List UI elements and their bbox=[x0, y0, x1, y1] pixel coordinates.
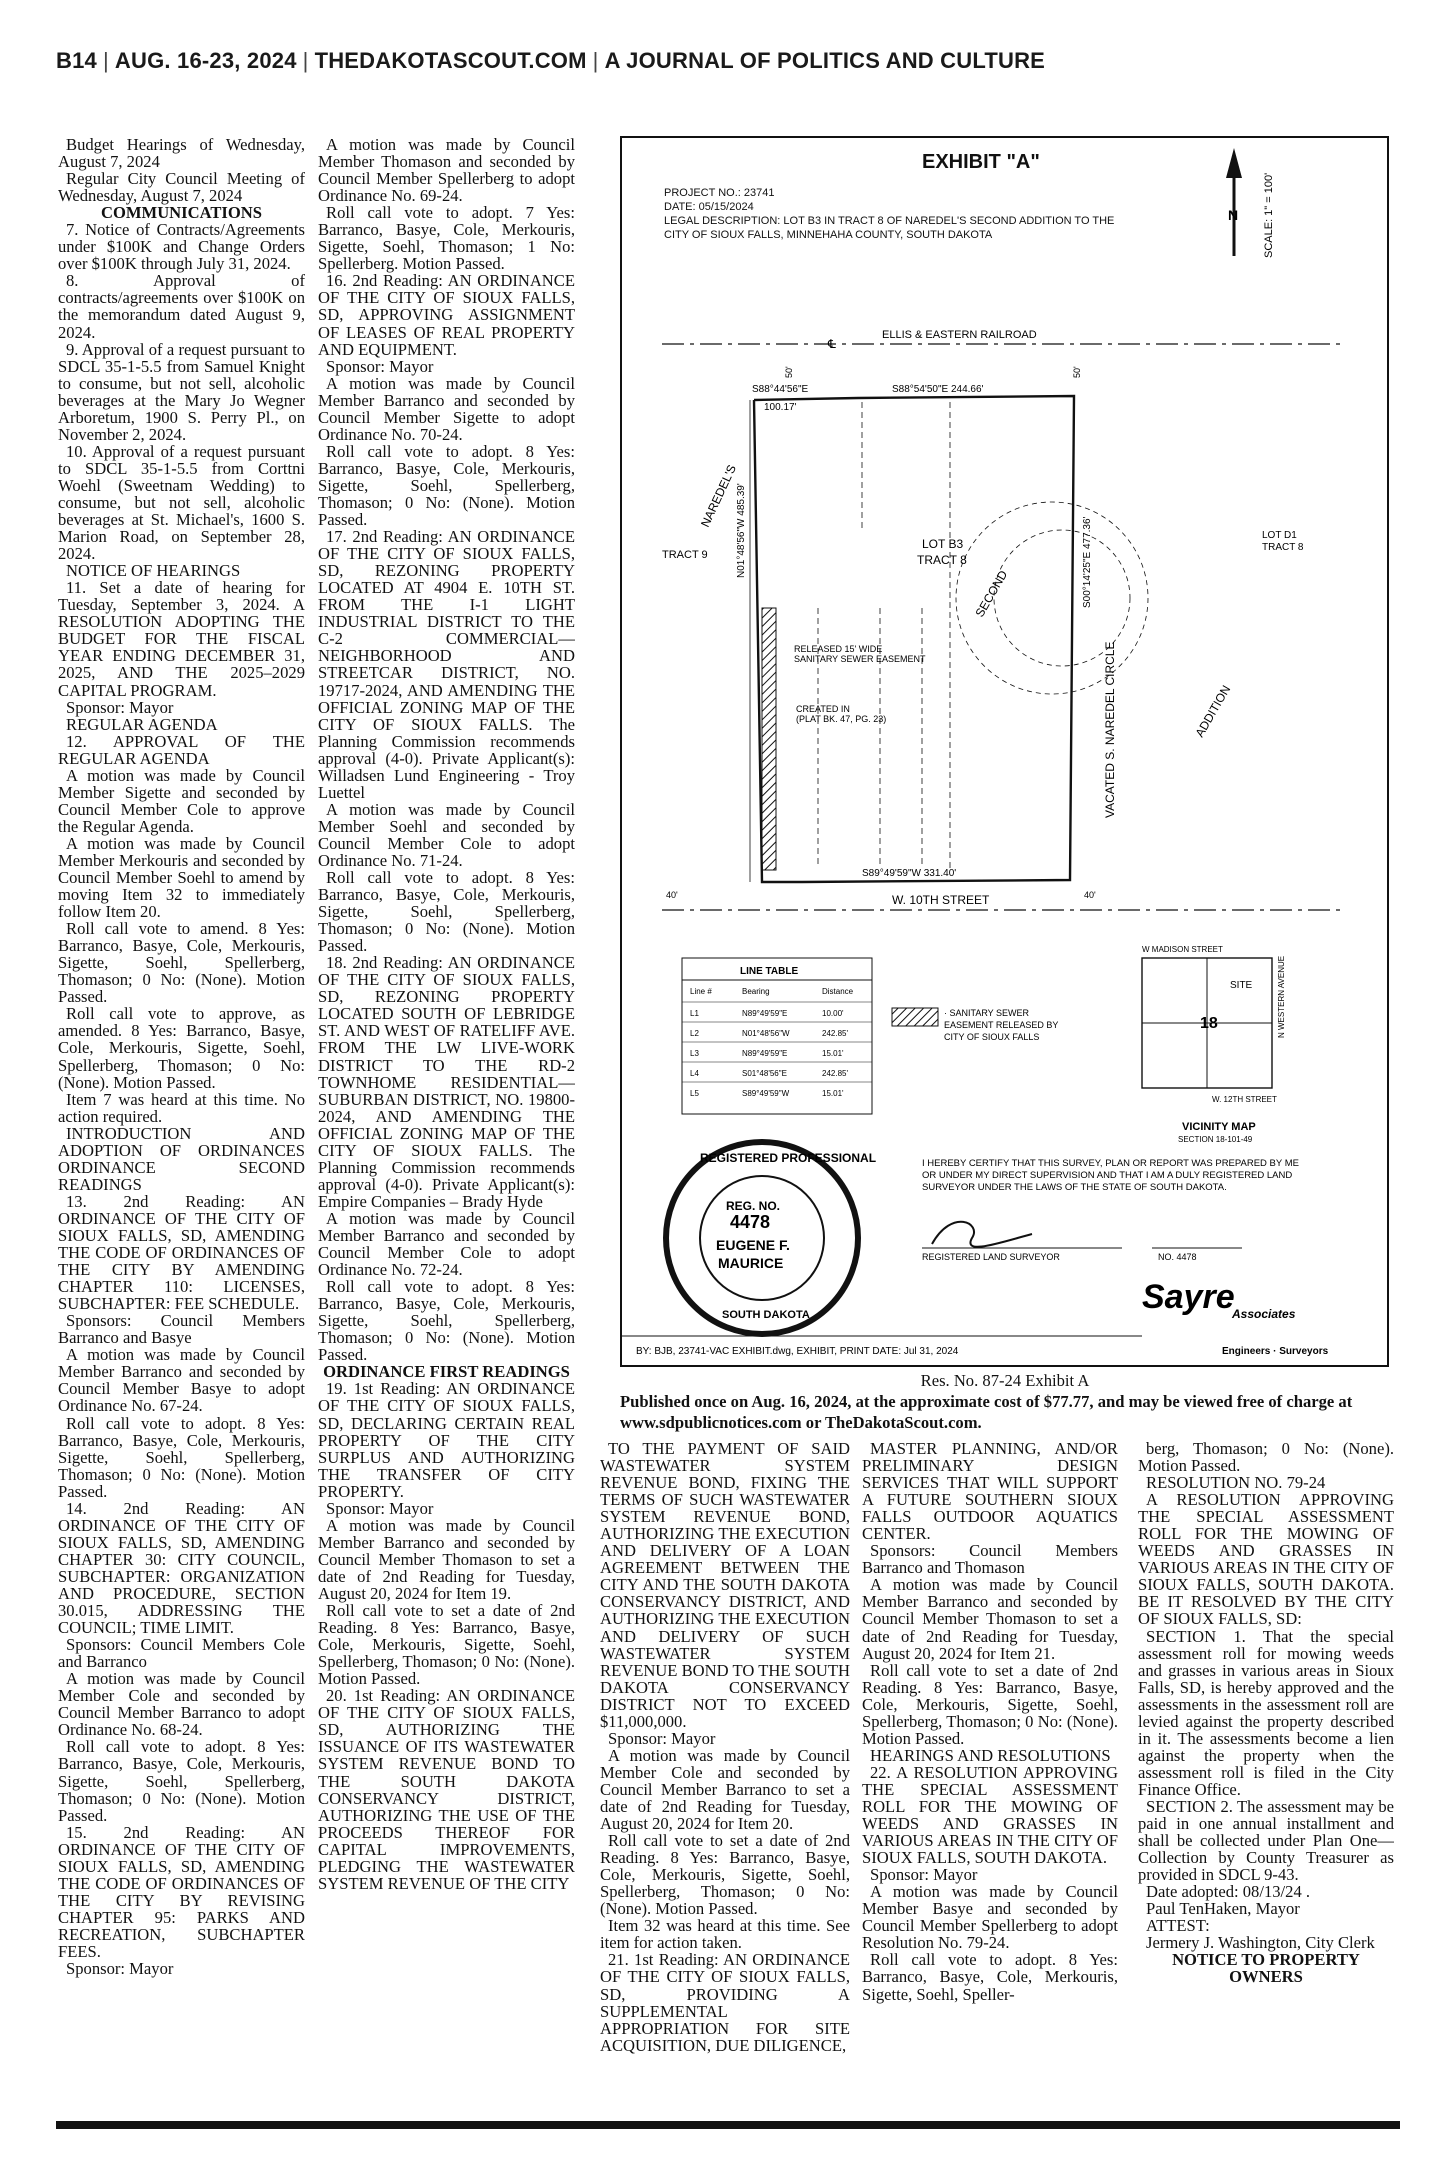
bottom-rule bbox=[56, 2121, 1400, 2129]
paragraph: 13. 2nd Reading: AN ORDINANCE OF THE CITY OF SIOUX FALLS, SD, AMENDING THE CODE OF ORDINANCES OF THE CITY BY AMENDING CHAPTER 110: LICENSES, SUBCHAPTER: FEE SCHEDULE. bbox=[58, 1191, 305, 1314]
legend-line-2: EASEMENT RELEASED BY bbox=[944, 1020, 1059, 1030]
svg-text:REG. NO.: REG. NO. bbox=[726, 1199, 781, 1213]
line-table-cell: L4 bbox=[690, 1069, 699, 1078]
paragraph: COMMUNICATIONS bbox=[100, 203, 263, 223]
north-arrow-icon bbox=[1226, 148, 1242, 256]
paragraph: A motion was made by Council Member Barranco and seconded by Council Member Thomason to set a date of 2nd Reading for Tuesday, August 20, 2024 for Item 19. bbox=[318, 1515, 575, 1603]
paragraph: Sponsor: Mayor bbox=[326, 356, 434, 376]
page-header: B14 | AUG. 16-23, 2024 | THEDAKOTASCOUT.COM | A JOURNAL OF POLITICS AND CULTURE bbox=[56, 48, 1046, 73]
signature bbox=[932, 1222, 1032, 1247]
line-table-cell: 15.01' bbox=[822, 1049, 844, 1058]
paragraph: A motion was made by Council Member Basye and seconded by Council Member Spellerberg to adopt Resolution No. 79-24. bbox=[862, 1882, 1118, 1953]
line-table-cell: N89°49'59"E bbox=[742, 1009, 788, 1018]
paragraph: 8. Approval of contracts/agreements over $100K on the memorandum dated August 9, 2024. bbox=[58, 271, 305, 342]
paragraph: NOTICE OF HEARINGS bbox=[66, 561, 241, 581]
svg-text:MAURICE: MAURICE bbox=[718, 1255, 784, 1271]
exhibit-notice bbox=[620, 1370, 1390, 1433]
line-table-cell: L5 bbox=[690, 1089, 699, 1098]
line-table-cell: 15.01' bbox=[822, 1089, 844, 1098]
site-name: THEDAKOTASCOUT.COM bbox=[314, 48, 587, 73]
svg-text:Sayre: Sayre bbox=[1142, 1278, 1235, 1316]
paragraph: Roll call vote to adopt. 8 Yes: Barranco, Basye, Cole, Merkouris, Sigette, Soehl, Spellerberg, Thomason; 0 No: (None). Motion Passed. bbox=[318, 441, 575, 530]
paragraph: Roll call vote to adopt. 8 Yes: Barranco, Basye, Cole, Merkouris, Sigette, Soehl, Spellerberg, Thomason; 0 No: (None). Motion Passed. bbox=[318, 868, 575, 956]
line-table-cell: N01°48'56"W bbox=[742, 1029, 790, 1038]
paragraph: A motion was made by Council Member Barranco and seconded by Council Member Thomason to set a date of 2nd Reading for Tuesday, August 20, 2024 for Item 21. bbox=[862, 1575, 1118, 1663]
bearing-right: S00°14'25"E 477.36' bbox=[1082, 516, 1093, 608]
line-table-header: Bearing bbox=[742, 987, 770, 996]
paragraph: Item 32 was heard at this time. See item for action taken. bbox=[600, 1916, 850, 1953]
paragraph: MASTER PLANNING, AND/OR PRELIMINARY DESIGN SERVICES THAT WILL SUPPORT A FUTURE SOUTHERN SIOUX FALLS OUTDOOR AQUATICS CENTER. bbox=[862, 1440, 1118, 1544]
bearing-left: N01°48'56"W 485.39' bbox=[736, 483, 747, 578]
paragraph: ATTEST: bbox=[1146, 1916, 1210, 1936]
paragraph: Roll call vote to adopt. 8 Yes: Barranco, Basye, Cole, Merkouris, Sigette, Soehl, Spellerberg, Thomason; 0 No: (None). Motion Passed. bbox=[58, 1737, 305, 1825]
line-table-header: Line # bbox=[690, 987, 712, 996]
publication-notice: Published once on Aug. 16, 2024, at the approximate cost of $77.77, and may be viewed free of charge at www.sdpublicnotices.com or TheDakotaScout.com. bbox=[620, 1392, 1353, 1432]
scale-label: SCALE: 1" = 100' bbox=[1263, 172, 1275, 258]
vicinity-map bbox=[1142, 945, 1286, 1144]
paragraph: 10. Approval of a request pursuant to SDCL 35-1-5.5 from Corttni Woehl (Sweetnam Wedding) to consume, but not sell, alcoholic beverages at St. Michael's, 1600 S. Marion Road, on September 28, 2024. bbox=[58, 441, 305, 564]
bearing-top-2: S88°54'50"E 244.66' bbox=[892, 384, 984, 395]
bearing-top-1: S88°44'56"E bbox=[752, 384, 809, 395]
svg-text:N WESTERN AVENUE: N WESTERN AVENUE bbox=[1277, 955, 1286, 1038]
paragraph: 15. 2nd Reading: AN ORDINANCE OF THE CITY OF SIOUX FALLS, SD, AMENDING THE CODE OF ORDINANCES OF THE CITY BY REVISING CHAPTER 95: PARKS AND RECREATION, SUBCHAPTER FEES. bbox=[58, 1822, 305, 1961]
paragraph: A motion was made by Council Member Cole and seconded by Council Member Barranco to adopt Ordinance No. 68-24. bbox=[58, 1669, 305, 1740]
line-table-cell: L3 bbox=[690, 1049, 699, 1058]
paragraph: ORDINANCE FIRST READINGS bbox=[323, 1362, 570, 1382]
exhibit-a-survey-drawing bbox=[620, 136, 1389, 1367]
line-table-cell: S01°48'56"E bbox=[742, 1069, 787, 1078]
paragraph: A motion was made by Council Member Thomason and seconded by Council Member Spellerberg to adopt Ordinance No. 69-24. bbox=[318, 136, 575, 206]
paragraph: A motion was made by Council Member Soehl and seconded by Council Member Cole to adopt Ordinance No. 71-24. bbox=[318, 799, 575, 870]
project-no: PROJECT NO.: 23741 bbox=[664, 187, 775, 199]
surveyor-seal bbox=[666, 1142, 876, 1334]
exhibit-caption: Res. No. 87-24 Exhibit A bbox=[920, 1371, 1090, 1390]
naredels-label: NAREDEL'S bbox=[698, 462, 740, 530]
column-3 bbox=[600, 1440, 850, 2118]
paragraph: Sponsor: Mayor bbox=[66, 697, 174, 717]
paragraph: A motion was made by Council Member Sigette and seconded by Council Member Cole to approve the Regular Agenda. bbox=[58, 765, 305, 836]
svg-text:SANITARY SEWER EASEMENT: SANITARY SEWER EASEMENT bbox=[794, 654, 926, 664]
paragraph: Sponsor: Mayor bbox=[608, 1728, 716, 1748]
svg-text:SECTION 18-101-49: SECTION 18-101-49 bbox=[1178, 1135, 1253, 1144]
line-table-cell: S89°49'59"W bbox=[742, 1089, 790, 1098]
tract-8-label: TRACT 8 bbox=[917, 553, 967, 567]
line-table-cell: 242.85' bbox=[822, 1029, 848, 1038]
paragraph: Budget Hearings of Wednesday, August 7, 2024 bbox=[58, 136, 305, 172]
svg-text:N: N bbox=[1228, 207, 1239, 223]
legend-line-1: · SANITARY SEWER bbox=[944, 1008, 1030, 1018]
paragraph: Sponsor: Mayor bbox=[66, 1959, 174, 1979]
paragraph: SECTION 2. The assessment may be paid in one annual installment and shall be collected under Plan One—Collection by County Treasurer as provided in SDCL 9-43. bbox=[1138, 1796, 1394, 1885]
column-4 bbox=[862, 1440, 1118, 2118]
parcel-boundary bbox=[754, 396, 1074, 882]
paragraph: 19. 1st Reading: AN ORDINANCE OF THE CITY OF SIOUX FALLS, SD, DECLARING CERTAIN REAL PROPERTY OF THE CITY SURPLUS AND AUTHORIZING THE TRANSFER OF CITY PROPERTY. bbox=[318, 1379, 575, 1501]
paragraph: HEARINGS AND RESOLUTIONS bbox=[870, 1745, 1111, 1765]
paragraph: Roll call vote to amend. 8 Yes: Barranco, Basye, Cole, Merkouris, Sigette, Soehl, Spellerberg, Thomason; 0 No: (None). Motion Passed. bbox=[58, 919, 305, 1007]
paragraph: A motion was made by Council Member Merkouris and seconded by Council Member Soehl to amend by moving Item 32 to immediately follow Item 20. bbox=[58, 833, 305, 922]
line-table-cell: N89°49'59"E bbox=[742, 1049, 788, 1058]
distance-top: 100.17' bbox=[764, 402, 797, 413]
paragraph: Roll call vote to adopt. 7 Yes: Barranco, Basye, Cole, Merkouris, Sigette, Soehl, Thomason; 1 No: Spellerberg. Motion Passed. bbox=[318, 203, 575, 274]
released-label: RELEASED 15' WIDE bbox=[794, 644, 883, 654]
svg-text:SOUTH DAKOTA: SOUTH DAKOTA bbox=[722, 1309, 810, 1321]
lot-label: LOT B3 bbox=[922, 537, 964, 551]
paragraph: berg, Thomason; 0 No: (None). Motion Passed. bbox=[1138, 1440, 1394, 1476]
created-label: CREATED IN bbox=[796, 704, 850, 714]
svg-text:18: 18 bbox=[1200, 1015, 1218, 1032]
paragraph: Roll call vote to approve, as amended. 8 Yes: Barranco, Basye, Cole, Merkouris, Sigette, Soehl, Spellerberg, Thomason; 0 No: (None). Motion Passed. bbox=[58, 1004, 305, 1092]
paragraph: 7. Notice of Contracts/Agreements under $100K and Change Orders over $100K through July 31, 2024. bbox=[58, 220, 305, 274]
released-easement bbox=[762, 608, 776, 870]
tagline: A JOURNAL OF POLITICS AND CULTURE bbox=[604, 48, 1046, 73]
column-1 bbox=[58, 136, 305, 2118]
registered-surveyor-label: REGISTERED LAND SURVEYOR bbox=[922, 1252, 1060, 1262]
lot-d1-tract-label: TRACT 8 bbox=[1262, 542, 1304, 553]
drawing-footer: BY: BJB, 23741-VAC EXHIBIT.dwg, EXHIBIT, PRINT DATE: Jul 31, 2024 bbox=[636, 1346, 959, 1357]
paragraph: 22. A RESOLUTION APPROVING THE SPECIAL ASSESSMENT ROLL FOR THE MOWING OF WEEDS AND GRASSES IN VARIOUS AREAS IN THE CITY OF SIOUX FALLS, SOUTH DAKOTA. bbox=[862, 1762, 1118, 1868]
paragraph: 21. 1st Reading: AN ORDINANCE OF THE CITY OF SIOUX FALLS, SD, PROVIDING A SUPPLEMENTAL APPROPRIATION FOR SITE ACQUISITION, DUE DILIGENCE, bbox=[600, 1950, 850, 2055]
bearing-bottom: S89°49'59"W 331.40' bbox=[862, 868, 957, 879]
issue-date: AUG. 16-23, 2024 bbox=[114, 48, 297, 73]
paragraph: 12. APPROVAL OF THE REGULAR AGENDA bbox=[58, 731, 305, 768]
lot-d1-label: LOT D1 bbox=[1262, 530, 1297, 541]
svg-text:40': 40' bbox=[1084, 890, 1096, 900]
certify-3: SURVEYOR UNDER THE LAWS OF THE STATE OF SOUTH DAKOTA. bbox=[922, 1182, 1227, 1193]
page-number: B14 bbox=[56, 48, 97, 73]
line-table-cell: 242.85' bbox=[822, 1069, 848, 1078]
paragraph: A RESOLUTION APPROVING THE SPECIAL ASSESSMENT ROLL FOR THE MOWING OF WEEDS AND GRASSES IN VARIOUS AREAS IN THE CITY OF SIOUX FALLS, SOUTH DAKOTA. BE IT RESOLVED BY THE CITY OF SIOUX FALLS, SD: bbox=[1138, 1490, 1394, 1629]
paragraph: Roll call vote to adopt. 8 Yes: Barranco, Basye, Cole, Merkouris, Sigette, Soehl, Spellerberg, Thomason; 0 No: (None). Motion Passed. bbox=[58, 1413, 305, 1501]
exhibit-title: EXHIBIT "A" bbox=[922, 151, 1040, 173]
line-table bbox=[682, 958, 872, 1114]
paragraph: 11. Set a date of hearing for Tuesday, September 3, 2024. A RESOLUTION ADOPTING THE BUDGET FOR THE FISCAL YEAR ENDING DECEMBER 31, 2025, AND THE 2025–2029 CAPITAL PROGRAM. bbox=[58, 578, 305, 700]
paragraph: RESOLUTION NO. 79-24 bbox=[1146, 1473, 1326, 1493]
vacated-label: VACATED S. NAREDEL CIRCLE bbox=[1103, 641, 1117, 818]
tract-9-label: TRACT 9 bbox=[662, 549, 708, 561]
paragraph: Sponsors: Council Members Barranco and Thomason bbox=[862, 1541, 1118, 1578]
paragraph: Date adopted: 08/13/24 . bbox=[1146, 1882, 1311, 1902]
reg-no-label: NO. 4478 bbox=[1158, 1252, 1197, 1262]
paragraph: 20. 1st Reading: AN ORDINANCE OF THE CITY OF SIOUX FALLS, SD, AUTHORIZING THE ISSUANCE OF ITS WASTEWATER SYSTEM REVENUE BOND TO THE SOUTH DAKOTA CONSERVANCY DISTRICT, AUTHORIZING THE USE OF THE PROCEEDS THEREOF FOR CAPITAL IMPROVEMENTS, PLEDGING THE WASTEWATER SYSTEM REVENUE OF THE CITY bbox=[318, 1686, 575, 1893]
railroad-cl: ℄ bbox=[828, 337, 836, 351]
line-table-cell: L1 bbox=[690, 1009, 699, 1018]
column-5 bbox=[1138, 1440, 1394, 2118]
addition-label: ADDITION bbox=[1192, 682, 1234, 740]
paragraph: Roll call vote to adopt. 8 Yes: Barranco, Basye, Cole, Merkouris, Sigette, Soehl, Speller- bbox=[862, 1950, 1118, 2004]
legend-hatch bbox=[892, 1008, 938, 1026]
svg-text:W. 12TH STREET: W. 12TH STREET bbox=[1212, 1095, 1277, 1104]
paragraph: Roll call vote to set a date of 2nd Reading. 8 Yes: Barranco, Basye, Cole, Merkouris, Sigette, Soehl, Spellerberg, Thomason; 0 No: (None). Motion Passed. bbox=[600, 1831, 850, 1919]
legal-line-1: LEGAL DESCRIPTION: LOT B3 IN TRACT 8 OF NAREDEL'S SECOND ADDITION TO THE bbox=[664, 215, 1115, 227]
svg-text:40': 40' bbox=[666, 890, 678, 900]
paragraph: Regular City Council Meeting of Wednesday, August 7, 2024 bbox=[58, 169, 305, 206]
paragraph: A motion was made by Council Member Barranco and seconded by Council Member Sigette to adopt Ordinance No. 70-24. bbox=[318, 373, 575, 444]
svg-text:50': 50' bbox=[1072, 366, 1082, 378]
svg-text:50': 50' bbox=[784, 366, 794, 378]
paragraph: 14. 2nd Reading: AN ORDINANCE OF THE CITY OF SIOUX FALLS, SD, AMENDING CHAPTER 30: CITY COUNCIL, SUBCHAPTER: ORGANIZATION AND PROCEDURE, SECTION 30.015, ADDRESSING THE COUNCIL; TIME LIMIT. bbox=[58, 1498, 305, 1638]
paragraph: 18. 2nd Reading: AN ORDINANCE OF THE CITY OF SIOUX FALLS, SD, REZONING PROPERTY LOCATED SOUTH OF LEBRIDGE ST. AND WEST OF RATELIFF AVE. FROM THE LW LIVE-WORK DISTRICT TO THE RD-2 TOWNHOME RESIDENTIAL—SUBURBAN DISTRICT, NO. 19800-2024, AND AMENDING THE OFFICIAL ZONING MAP OF THE CITY OF SIOUX FALLS. The Planning Commission recommends approval (4-0). Private Applicant(s): Empire Companies – Brady Hyde bbox=[318, 953, 575, 1211]
paragraph: Sponsor: Mayor bbox=[326, 1498, 434, 1518]
paragraph: Sponsor: Mayor bbox=[870, 1865, 978, 1885]
paragraph: Roll call vote to set a date of 2nd Reading. 8 Yes: Barranco, Basye, Cole, Merkouris, Sigette, Soehl, Spellerberg, Thomason; 0 No: (None). Motion Passed. bbox=[318, 1601, 575, 1689]
exhibit-date: DATE: 05/15/2024 bbox=[664, 201, 754, 213]
paragraph: INTRODUCTION AND ADOPTION OF ORDINANCES ORDINANCE SECOND READINGS bbox=[58, 1123, 305, 1194]
svg-text:LINE TABLE: LINE TABLE bbox=[740, 966, 799, 977]
svg-text:SITE: SITE bbox=[1230, 980, 1253, 991]
svg-text:(PLAT BK. 47, PG. 23): (PLAT BK. 47, PG. 23) bbox=[796, 714, 887, 724]
svg-text:4478: 4478 bbox=[730, 1212, 771, 1232]
legend-line-3: CITY OF SIOUX FALLS bbox=[944, 1032, 1040, 1042]
tenth-street-label: W. 10TH STREET bbox=[892, 893, 990, 907]
paragraph: Roll call vote to set a date of 2nd Reading. 8 Yes: Barranco, Basye, Cole, Merkouris, Sigette, Soehl, Spellerberg, Thomason; 0 No: (None). Motion Passed. bbox=[862, 1660, 1118, 1748]
svg-text:REGISTERED PROFESSIONAL: REGISTERED PROFESSIONAL bbox=[700, 1151, 877, 1165]
svg-text:Engineers · Surveyors: Engineers · Surveyors bbox=[1222, 1346, 1329, 1357]
paragraph: 9. Approval of a request pursuant to SDCL 35-1-5.5 from Samuel Knight to consume, but not sell, alcoholic beverages at the Mary Jo Wegner Arboretum, 1900 S. Perry Pl., on November 2, 2024. bbox=[58, 339, 305, 444]
legal-line-2: CITY OF SIOUX FALLS, MINNEHAHA COUNTY, SOUTH DAKOTA bbox=[664, 229, 993, 241]
paragraph: Paul TenHaken, Mayor bbox=[1146, 1899, 1300, 1919]
second-label: SECOND bbox=[972, 568, 1011, 620]
paragraph: REGULAR AGENDA bbox=[66, 714, 218, 734]
paragraph: Sponsors: Council Members Cole and Barranco bbox=[58, 1635, 305, 1672]
paragraph: A motion was made by Council Member Barranco and seconded by Council Member Cole to adopt Ordinance No. 72-24. bbox=[318, 1208, 575, 1280]
paragraph: Roll call vote to adopt. 8 Yes: Barranco, Basye, Cole, Merkouris, Sigette, Soehl, Spellerberg, Thomason; 0 No: (None). Motion Passed. bbox=[318, 1277, 575, 1365]
certify-2: OR UNDER MY DIRECT SUPERVISION AND THAT I AM A DULY REGISTERED LAND bbox=[922, 1170, 1293, 1181]
paragraph: 16. 2nd Reading: AN ORDINANCE OF THE CITY OF SIOUX FALLS, SD, APPROVING ASSIGNMENT OF LEASES OF REAL PROPERTY AND EQUIPMENT. bbox=[318, 271, 575, 359]
column-2 bbox=[318, 136, 575, 2118]
sayre-logo bbox=[1142, 1278, 1329, 1357]
svg-text:W MADISON STREET: W MADISON STREET bbox=[1142, 945, 1223, 954]
svg-text:EUGENE F.: EUGENE F. bbox=[716, 1237, 790, 1253]
paragraph: NOTICE TO PROPERTY OWNERS bbox=[1172, 1950, 1360, 1987]
paragraph: Sponsors: Council Members Barranco and Basye bbox=[58, 1311, 305, 1348]
line-table-header: Distance bbox=[822, 987, 854, 996]
paragraph: Jermery J. Washington, City Clerk bbox=[1146, 1933, 1375, 1953]
paragraph: A motion was made by Council Member Cole and seconded by Council Member Barranco to set a date of 2nd Reading for Tuesday, August 20, 2024 for Item 20. bbox=[600, 1745, 850, 1834]
line-table-cell: L2 bbox=[690, 1029, 699, 1038]
svg-text:Associates: Associates bbox=[1232, 1307, 1296, 1321]
certify-1: I HEREBY CERTIFY THAT THIS SURVEY, PLAN OR REPORT WAS PREPARED BY ME bbox=[922, 1158, 1299, 1169]
line-table-cell: 10.00' bbox=[822, 1009, 844, 1018]
paragraph: Item 7 was heard at this time. No action required. bbox=[58, 1089, 305, 1126]
paragraph: TO THE PAYMENT OF SAID WASTEWATER SYSTEM REVENUE BOND, FIXING THE TERMS OF SUCH WASTEWATER SYSTEM REVENUE BOND, AUTHORIZING THE EXECUTION AND DELIVERY OF A LOAN AGREEMENT BETWEEN THE CITY AND THE SOUTH DAKOTA CONSERVANCY DISTRICT, AND AUTHORIZING THE EXECUTION AND DELIVERY OF SUCH WASTEWATER SYSTEM REVENUE BOND TO THE SOUTH DAKOTA CONSERVANCY DISTRICT NOT TO EXCEED $11,000,000. bbox=[600, 1440, 850, 1731]
paragraph: 17. 2nd Reading: AN ORDINANCE OF THE CITY OF SIOUX FALLS, SD, REZONING PROPERTY LOCATED AT 4904 E. 10TH ST. FROM THE I-1 LIGHT INDUSTRIAL DISTRICT TO THE C-2 COMMERCIAL—NEIGHBORHOOD AND STREETCAR DISTRICT, NO. 19717-2024, AND AMENDING THE OFFICIAL ZONING MAP OF THE CITY OF SIOUX FALLS. The Planning Commission recommends approval (4-0). Private Applicant(s): Willadsen Lund Engineering - Troy Luettel bbox=[318, 527, 575, 802]
railroad-label: ELLIS & EASTERN RAILROAD bbox=[882, 329, 1037, 341]
paragraph: A motion was made by Council Member Barranco and seconded by Council Member Basye to adopt Ordinance No. 67-24. bbox=[58, 1345, 305, 1416]
paragraph: SECTION 1. That the special assessment roll for mowing weeds and grasses in various areas in Sioux Falls, SD, is hereby approved and the assessments in the assessment roll are levied against the property described in it. The assessments become a lien against the property when the assessment roll is filed in the City Finance Office. bbox=[1138, 1626, 1394, 1799]
svg-text:VICINITY MAP: VICINITY MAP bbox=[1182, 1121, 1256, 1133]
